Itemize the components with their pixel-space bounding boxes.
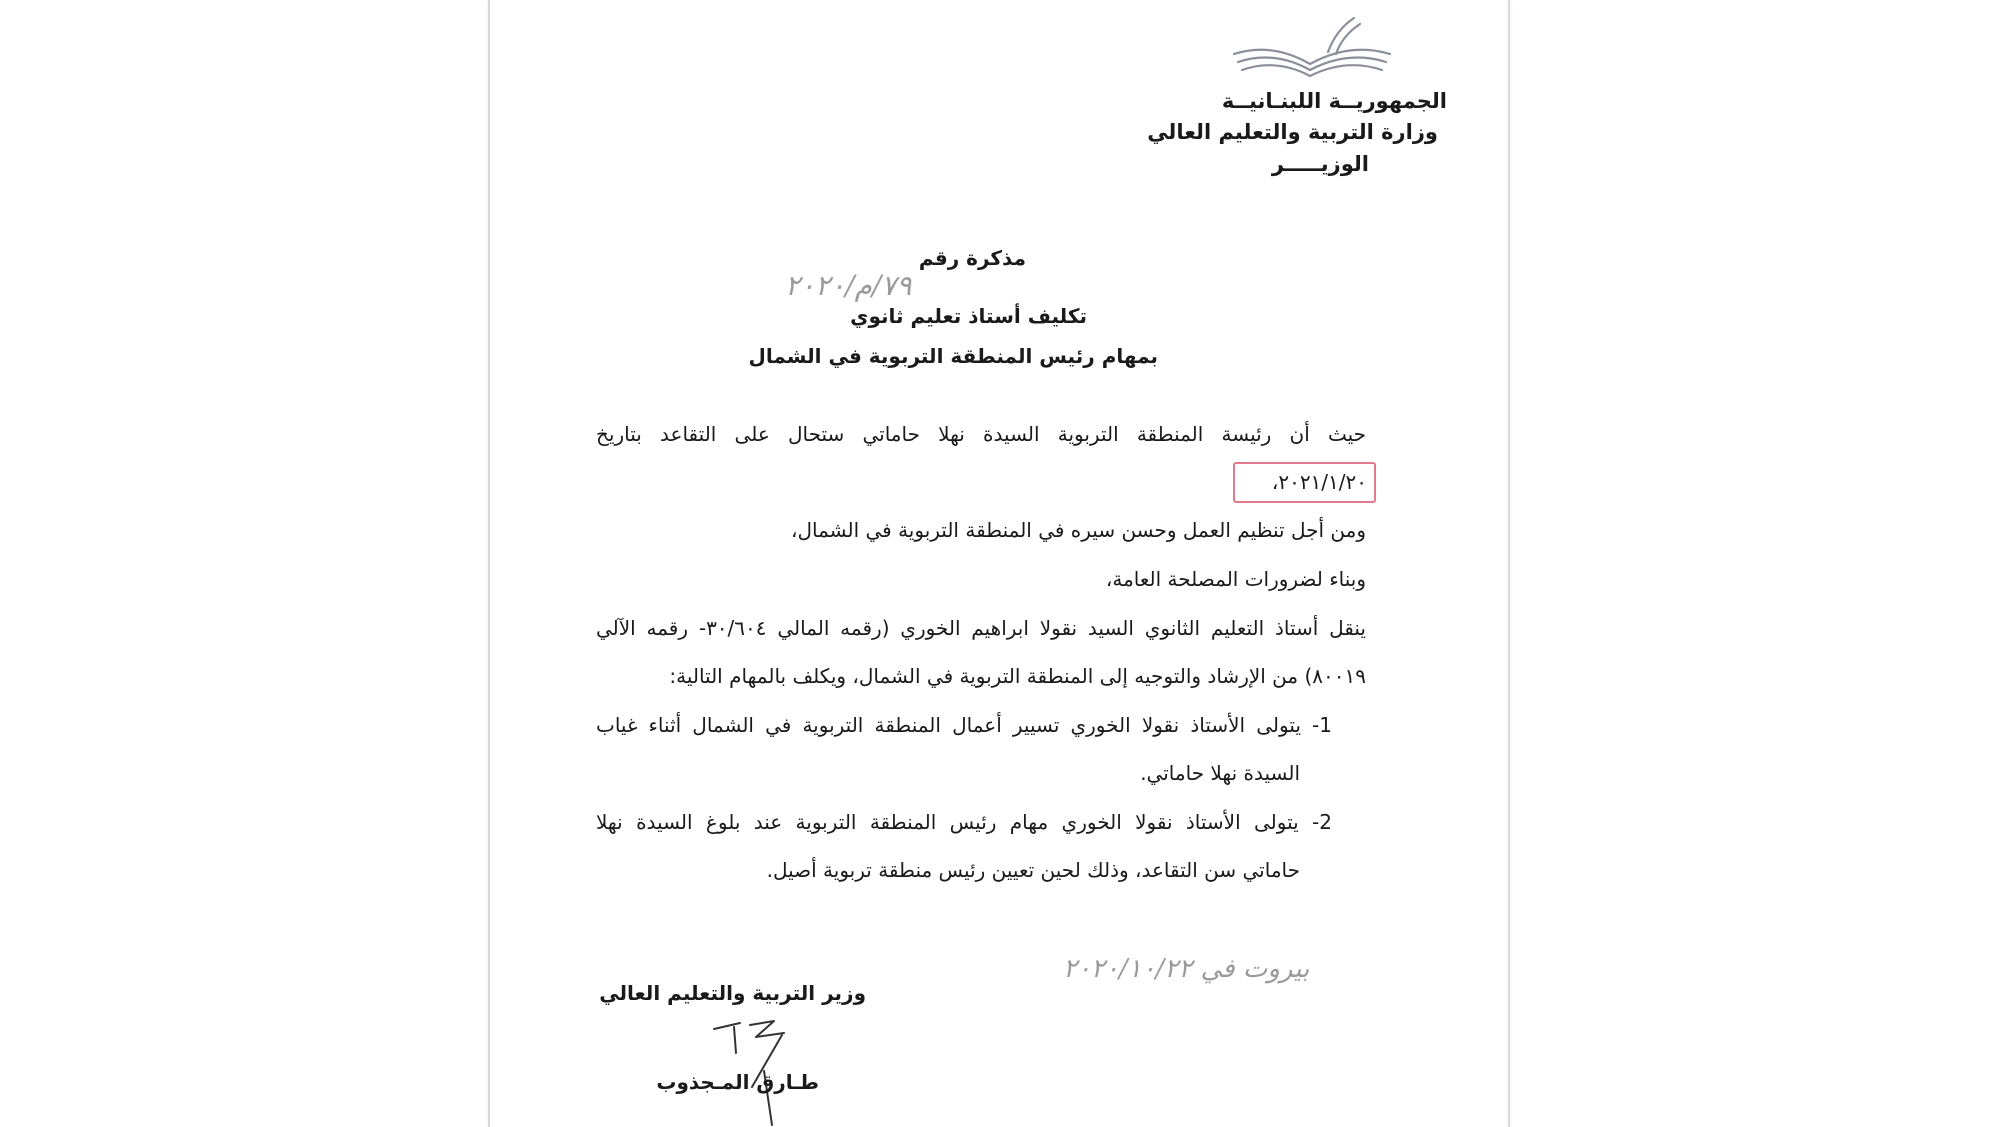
header-minister: الوزيـــــر xyxy=(1271,152,1369,176)
list-item-2-line-1: 2- يتولى الأستاذ نقولا الخوري مهام رئيس المنطقة التربوية عند بلوغ السيدة نهلا xyxy=(596,810,1332,834)
paragraph-1-date: ٢٠٢١/١/٢٠، xyxy=(1271,470,1367,494)
signature-title: وزير التربية والتعليم العالي xyxy=(599,981,866,1005)
paragraph-4-line-1: ينقل أستاذ التعليم الثانوي السيد نقولا ابراهيم الخوري (رقمه المالي ٣٠/٦٠٤- رقمه الآلي xyxy=(596,616,1367,640)
list-item-1-line-2: السيدة نهلا حاماتي. xyxy=(1140,761,1300,785)
paragraph-2: ومن أجل تنظيم العمل وحسن سيره في المنطقة التربوية في الشمال، xyxy=(791,518,1366,542)
paragraph-4-line-2: ٨٠٠١٩) من الإرشاد والتوجيه إلى المنطقة التربوية في الشمال، ويكلف بالمهام التالية: xyxy=(669,664,1366,688)
header-ministry: وزارة التربية والتعليم العالي xyxy=(1147,120,1438,144)
paragraph-1-line-1: حيث أن رئيسة المنطقة التربوية السيدة نهلا حاماتي ستحال على التقاعد بتاريخ xyxy=(596,422,1366,446)
memo-number-handwritten: ٧٩/م/٢٠٢٠ xyxy=(785,269,912,302)
signature-name: طـارق المـجذوب xyxy=(656,1070,819,1094)
memo-label: مذكرة رقم xyxy=(918,246,1026,270)
header-republic: الجمهوريــة اللبنـانيــة xyxy=(1221,89,1447,113)
title-line-2: بمهام رئيس المنطقة التربوية في الشمال xyxy=(748,344,1158,368)
list-item-1-line-1: 1- يتولى الأستاذ نقولا الخوري تسيير أعمال المنطقة التربوية في الشمال أثناء غياب xyxy=(596,713,1332,737)
title-line-1: تكليف أستاذ تعليم ثانوي xyxy=(850,304,1087,328)
list-item-2-line-2: حاماتي سن التقاعد، وذلك لحين تعيين رئيس منطقة تربوية أصيل. xyxy=(766,858,1300,882)
ministry-logo-icon xyxy=(1232,14,1392,78)
dateline-handwritten: بيروت في ٢٠٢٠/١٠/٢٢ xyxy=(1063,954,1310,984)
paragraph-3: وبناء لضرورات المصلحة العامة، xyxy=(1105,567,1366,591)
